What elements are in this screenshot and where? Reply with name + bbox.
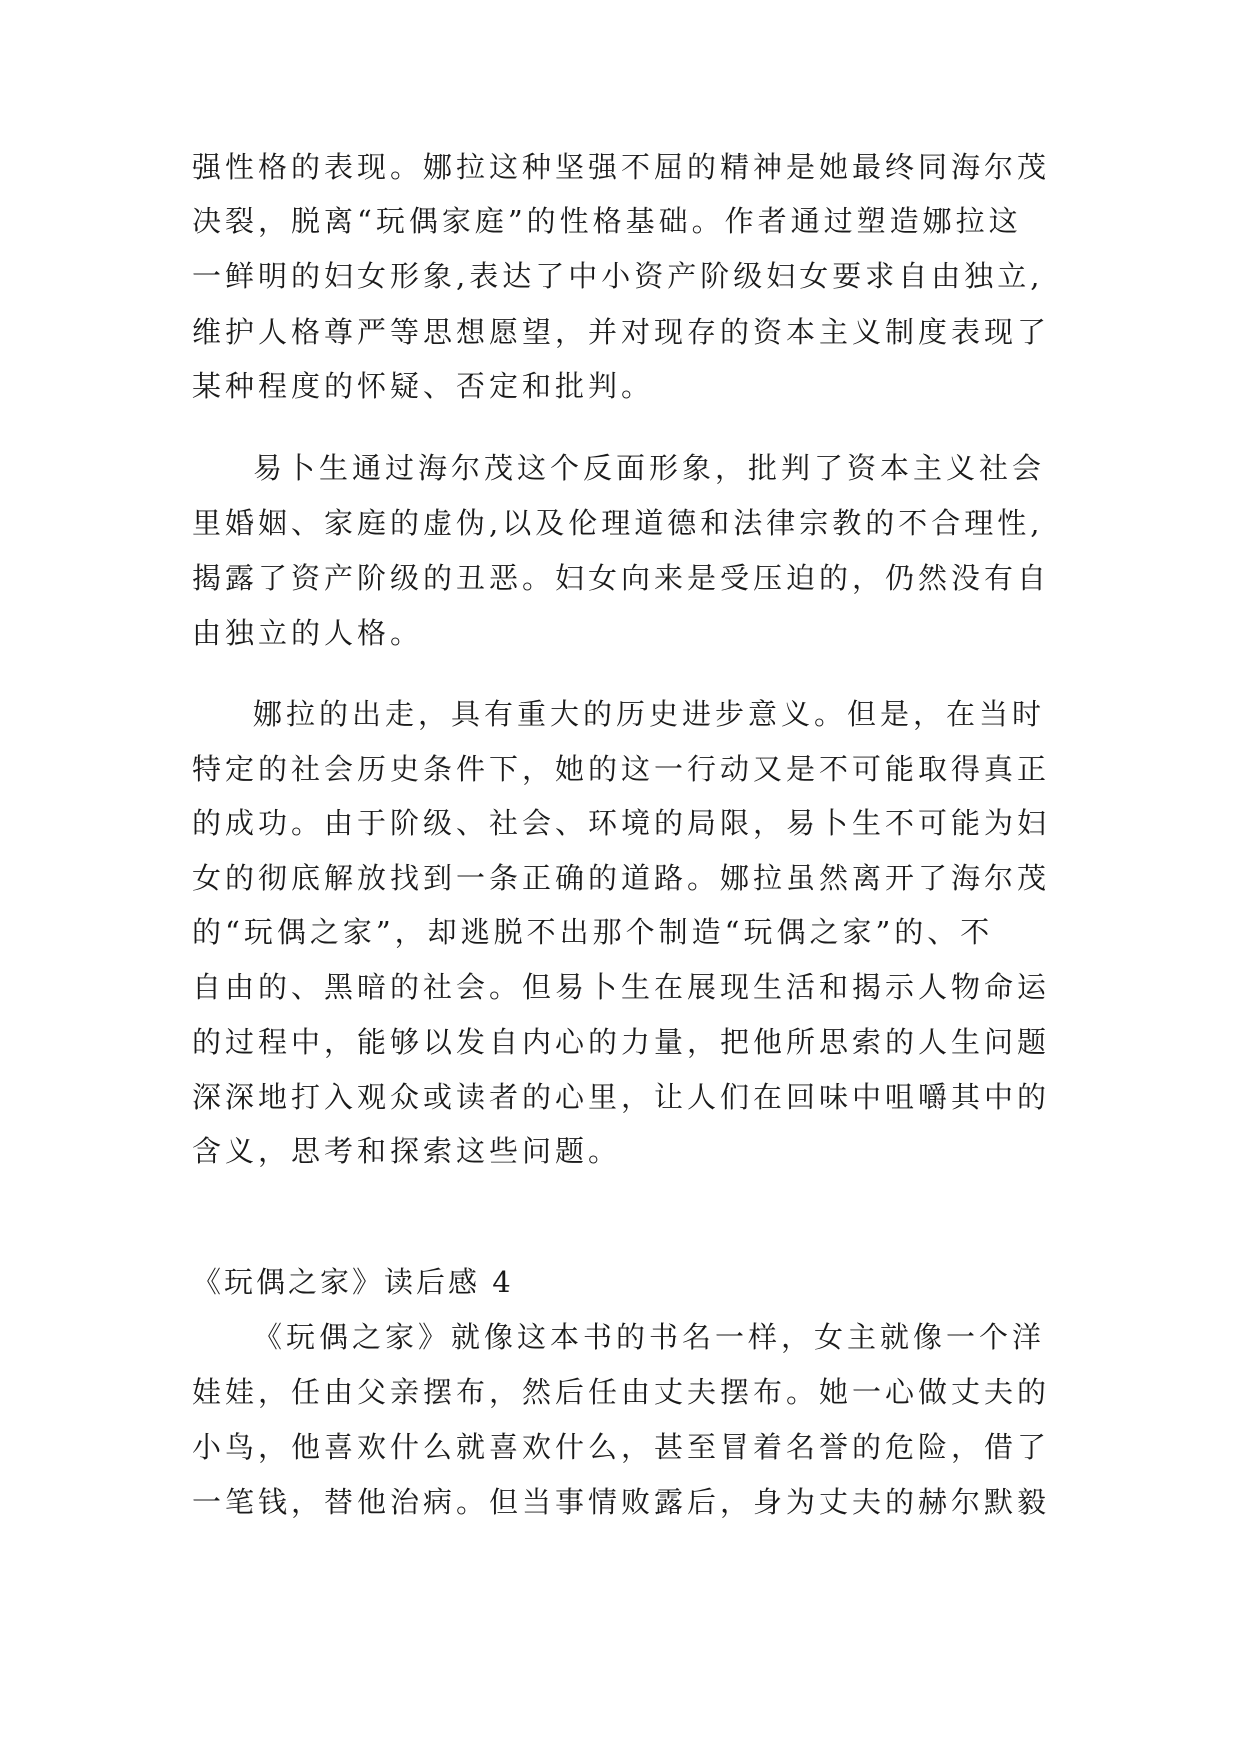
paragraph-line: 某种程度的怀疑、否定和批判。	[192, 369, 655, 403]
paragraph-line: 的“玩偶之家”，却逃脱不出那个制造“玩偶之家”的、不	[192, 915, 994, 949]
paragraph-line: 里婚姻、家庭的虚伪,以及伦理道德和法律宗教的不合理性,	[192, 506, 1044, 540]
paragraph-line: 决裂，脱离“玩偶家庭”的性格基础。作者通过塑造娜拉这	[192, 204, 1022, 238]
paragraph-line: 女的彻底解放找到一条正确的道路。娜拉虽然离开了海尔茂	[192, 861, 1051, 895]
paragraph-line: 的成功。由于阶级、社会、环境的局限，易卜生不可能为妇	[192, 806, 1051, 840]
paragraph-line: 由独立的人格。	[192, 616, 424, 650]
paragraph-line: 娃娃，任由父亲摆布，然后任由丈夫摆布。她一心做丈夫的	[192, 1375, 1051, 1409]
paragraph-line: 的过程中，能够以发自内心的力量，把他所思索的人生问题	[192, 1025, 1051, 1059]
paragraph-line: 小鸟，他喜欢什么就喜欢什么，甚至冒着名誉的危险，借了	[192, 1430, 1051, 1464]
section-title: 《玩偶之家》读后感 4	[192, 1265, 514, 1299]
paragraph-line: 揭露了资产阶级的丑恶。妇女向来是受压迫的，仍然没有自	[192, 561, 1051, 595]
paragraph-line: 一鲜明的妇女形象,表达了中小资产阶级妇女要求自由独立,	[192, 259, 1044, 293]
paragraph-line: 深深地打入观众或读者的心里，让人们在回味中咀嚼其中的	[192, 1080, 1051, 1114]
paragraph-line: 娜拉的出走，具有重大的历史进步意义。但是，在当时	[253, 697, 1046, 731]
paragraph-line: 自由的、黑暗的社会。但易卜生在展现生活和揭示人物命运	[192, 970, 1051, 1004]
paragraph-line: 一笔钱，替他治病。但当事情败露后，身为丈夫的赫尔默毅	[192, 1485, 1051, 1519]
paragraph-line: 维护人格尊严等思想愿望，并对现存的资本主义制度表现了	[192, 315, 1051, 349]
paragraph-line: 强性格的表现。娜拉这种坚强不屈的精神是她最终同海尔茂	[192, 150, 1051, 184]
paragraph-line: 特定的社会历史条件下，她的这一行动又是不可能取得真正	[192, 752, 1051, 786]
paragraph-line: 含义，思考和探索这些问题。	[192, 1134, 622, 1168]
paragraph-line: 易卜生通过海尔茂这个反面形象，批判了资本主义社会	[253, 451, 1046, 485]
paragraph-line: 《玩偶之家》就像这本书的书名一样，女主就像一个洋	[253, 1320, 1046, 1354]
